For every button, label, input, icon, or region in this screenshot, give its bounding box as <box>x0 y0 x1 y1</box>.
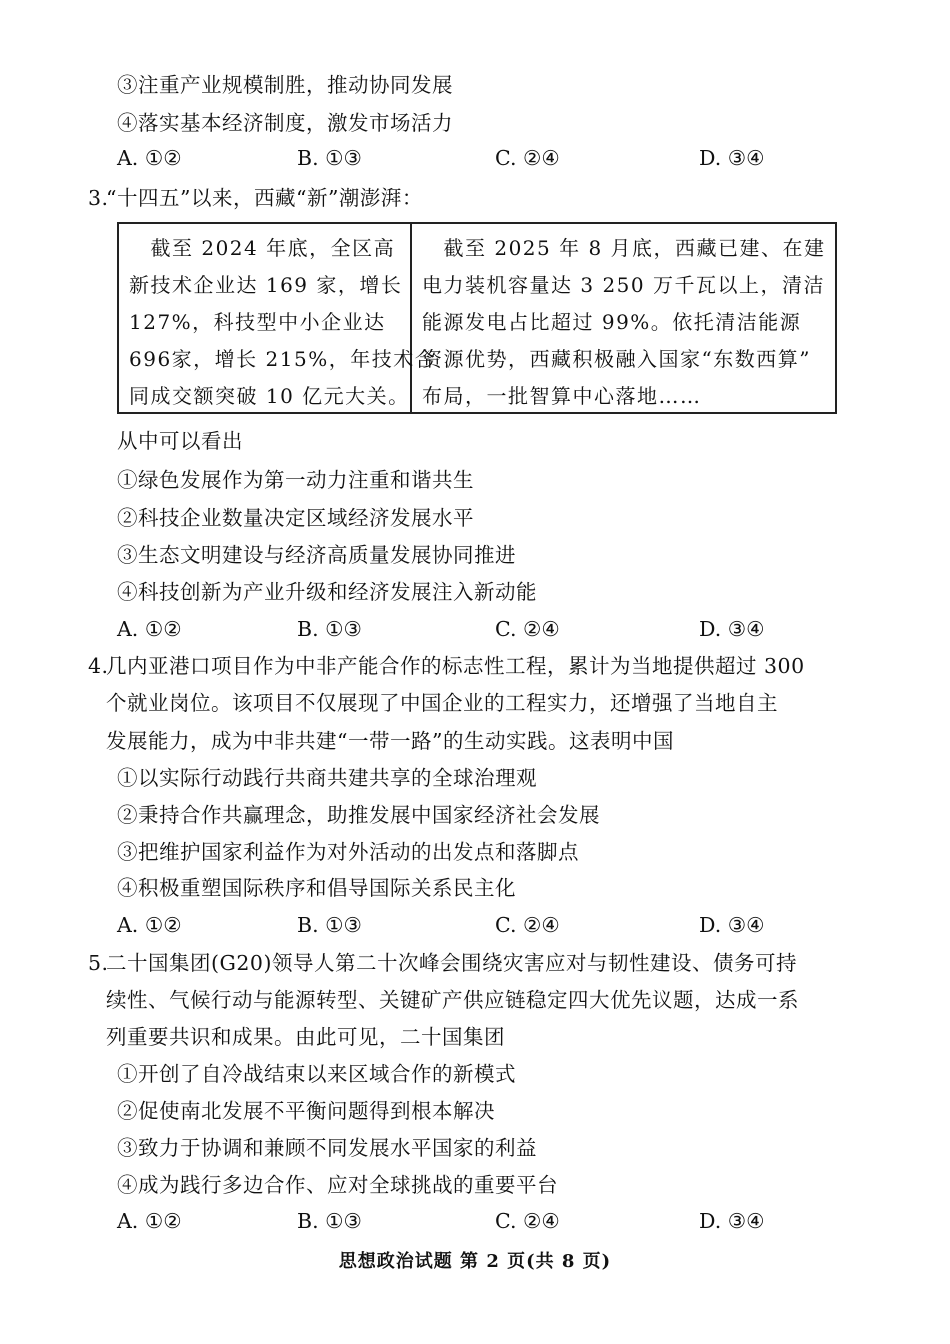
q3-option-1: ①绿色发展作为第一动力注重和谐共生 <box>117 468 474 492</box>
table-divider <box>410 224 412 412</box>
material-right-line: 资源优势，西藏积极融入国家“东数西算” <box>422 347 811 371</box>
choice-c[interactable]: C. ②④ <box>495 913 560 937</box>
choice-b[interactable]: B. ①③ <box>297 913 362 937</box>
material-left <box>129 230 437 415</box>
q4-number: 4. <box>88 654 109 678</box>
q5-option-3: ③致力于协调和兼顾不同发展水平国家的利益 <box>117 1136 537 1160</box>
choice-d[interactable]: D. ③④ <box>699 913 765 937</box>
choice-a[interactable]: A. ①② <box>117 146 182 170</box>
choice-d[interactable]: D. ③④ <box>699 1209 765 1233</box>
q5-option-1: ①开创了自冷战结束以来区域合作的新模式 <box>117 1062 516 1086</box>
choice-b[interactable]: B. ①③ <box>297 1209 362 1233</box>
material-left-line: 696家，增长 215%，年技术合 <box>129 347 437 371</box>
material-right-line: 能源发电占比超过 99%。依托清洁能源 <box>422 310 802 334</box>
choice-b[interactable]: B. ①③ <box>297 146 362 170</box>
q3-option-2: ②科技企业数量决定区域经济发展水平 <box>117 506 474 530</box>
choice-c[interactable]: C. ②④ <box>495 1209 560 1233</box>
q2-choices <box>117 143 817 173</box>
q5-number: 5. <box>88 951 109 975</box>
q4-option-3: ③把维护国家利益作为对外活动的出发点和落脚点 <box>117 840 579 864</box>
choice-c[interactable]: C. ②④ <box>495 617 560 641</box>
choice-a[interactable]: A. ①② <box>117 1209 182 1233</box>
material-left-line: 同成交额突破 10 亿元大关。 <box>129 384 410 408</box>
q3-option-4: ④科技创新为产业升级和经济发展注入新动能 <box>117 580 537 604</box>
choice-a[interactable]: A. ①② <box>117 617 182 641</box>
q4-stem-line-3: 发展能力，成为中非共建“一带一路”的生动实践。这表明中国 <box>106 729 674 753</box>
q5-stem-line-1: 二十国集团(G20)领导人第二十次峰会围绕灾害应对与韧性建设、债务可持 <box>106 951 797 975</box>
q4-stem-line-2: 个就业岗位。该项目不仅展现了中国企业的工程实力，还增强了当地自主 <box>106 691 778 715</box>
q4-option-1: ①以实际行动践行共商共建共享的全球治理观 <box>117 766 537 790</box>
material-right <box>422 230 830 415</box>
q3-choices <box>117 614 817 644</box>
q5-choices <box>117 1206 817 1236</box>
q5-option-4: ④成为践行多边合作、应对全球挑战的重要平台 <box>117 1173 558 1197</box>
material-right-line: 截至 2025 年 8 月底，西藏已建、在建 <box>422 236 826 260</box>
q3-number: 3. <box>88 186 109 210</box>
material-right-line: 布局，一批智算中心落地…… <box>422 384 702 408</box>
q5-option-2: ②促使南北发展不平衡问题得到根本解决 <box>117 1099 495 1123</box>
q4-choices <box>117 910 817 940</box>
q5-stem-line-3: 列重要共识和成果。由此可见，二十国集团 <box>106 1025 505 1049</box>
q3-material-table <box>117 222 837 414</box>
q2-option-3: ③注重产业规模制胜，推动协同发展 <box>117 73 453 97</box>
q3-option-3: ③生态文明建设与经济高质量发展协同推进 <box>117 543 516 567</box>
choice-b[interactable]: B. ①③ <box>297 617 362 641</box>
q3-stem: “十四五”以来，西藏“新”潮澎湃： <box>106 186 423 210</box>
q4-option-4: ④积极重塑国际秩序和倡导国际关系民主化 <box>117 876 516 900</box>
q4-option-2: ②秉持合作共赢理念，助推发展中国家经济社会发展 <box>117 803 600 827</box>
page-footer: 思想政治试题 第 2 页(共 8 页) <box>338 1251 612 1272</box>
material-left-line: 新技术企业达 169 家，增长 <box>129 273 403 297</box>
q3-lead: 从中可以看出 <box>117 429 243 453</box>
choice-c[interactable]: C. ②④ <box>495 146 560 170</box>
choice-d[interactable]: D. ③④ <box>699 146 765 170</box>
material-right-line: 电力装机容量达 3 250 万千瓦以上，清洁 <box>422 273 825 297</box>
material-left-line: 截至 2024 年底，全区高 <box>129 236 396 260</box>
q4-stem-line-1: 几内亚港口项目作为中非产能合作的标志性工程，累计为当地提供超过 300 <box>106 654 805 678</box>
choice-a[interactable]: A. ①② <box>117 913 182 937</box>
q5-stem-line-2: 续性、气候行动与能源转型、关键矿产供应链稳定四大优先议题，达成一系 <box>106 988 799 1012</box>
choice-d[interactable]: D. ③④ <box>699 617 765 641</box>
material-left-line: 127%，科技型中小企业达 <box>129 310 386 334</box>
q2-option-4: ④落实基本经济制度，激发市场活力 <box>117 111 453 135</box>
